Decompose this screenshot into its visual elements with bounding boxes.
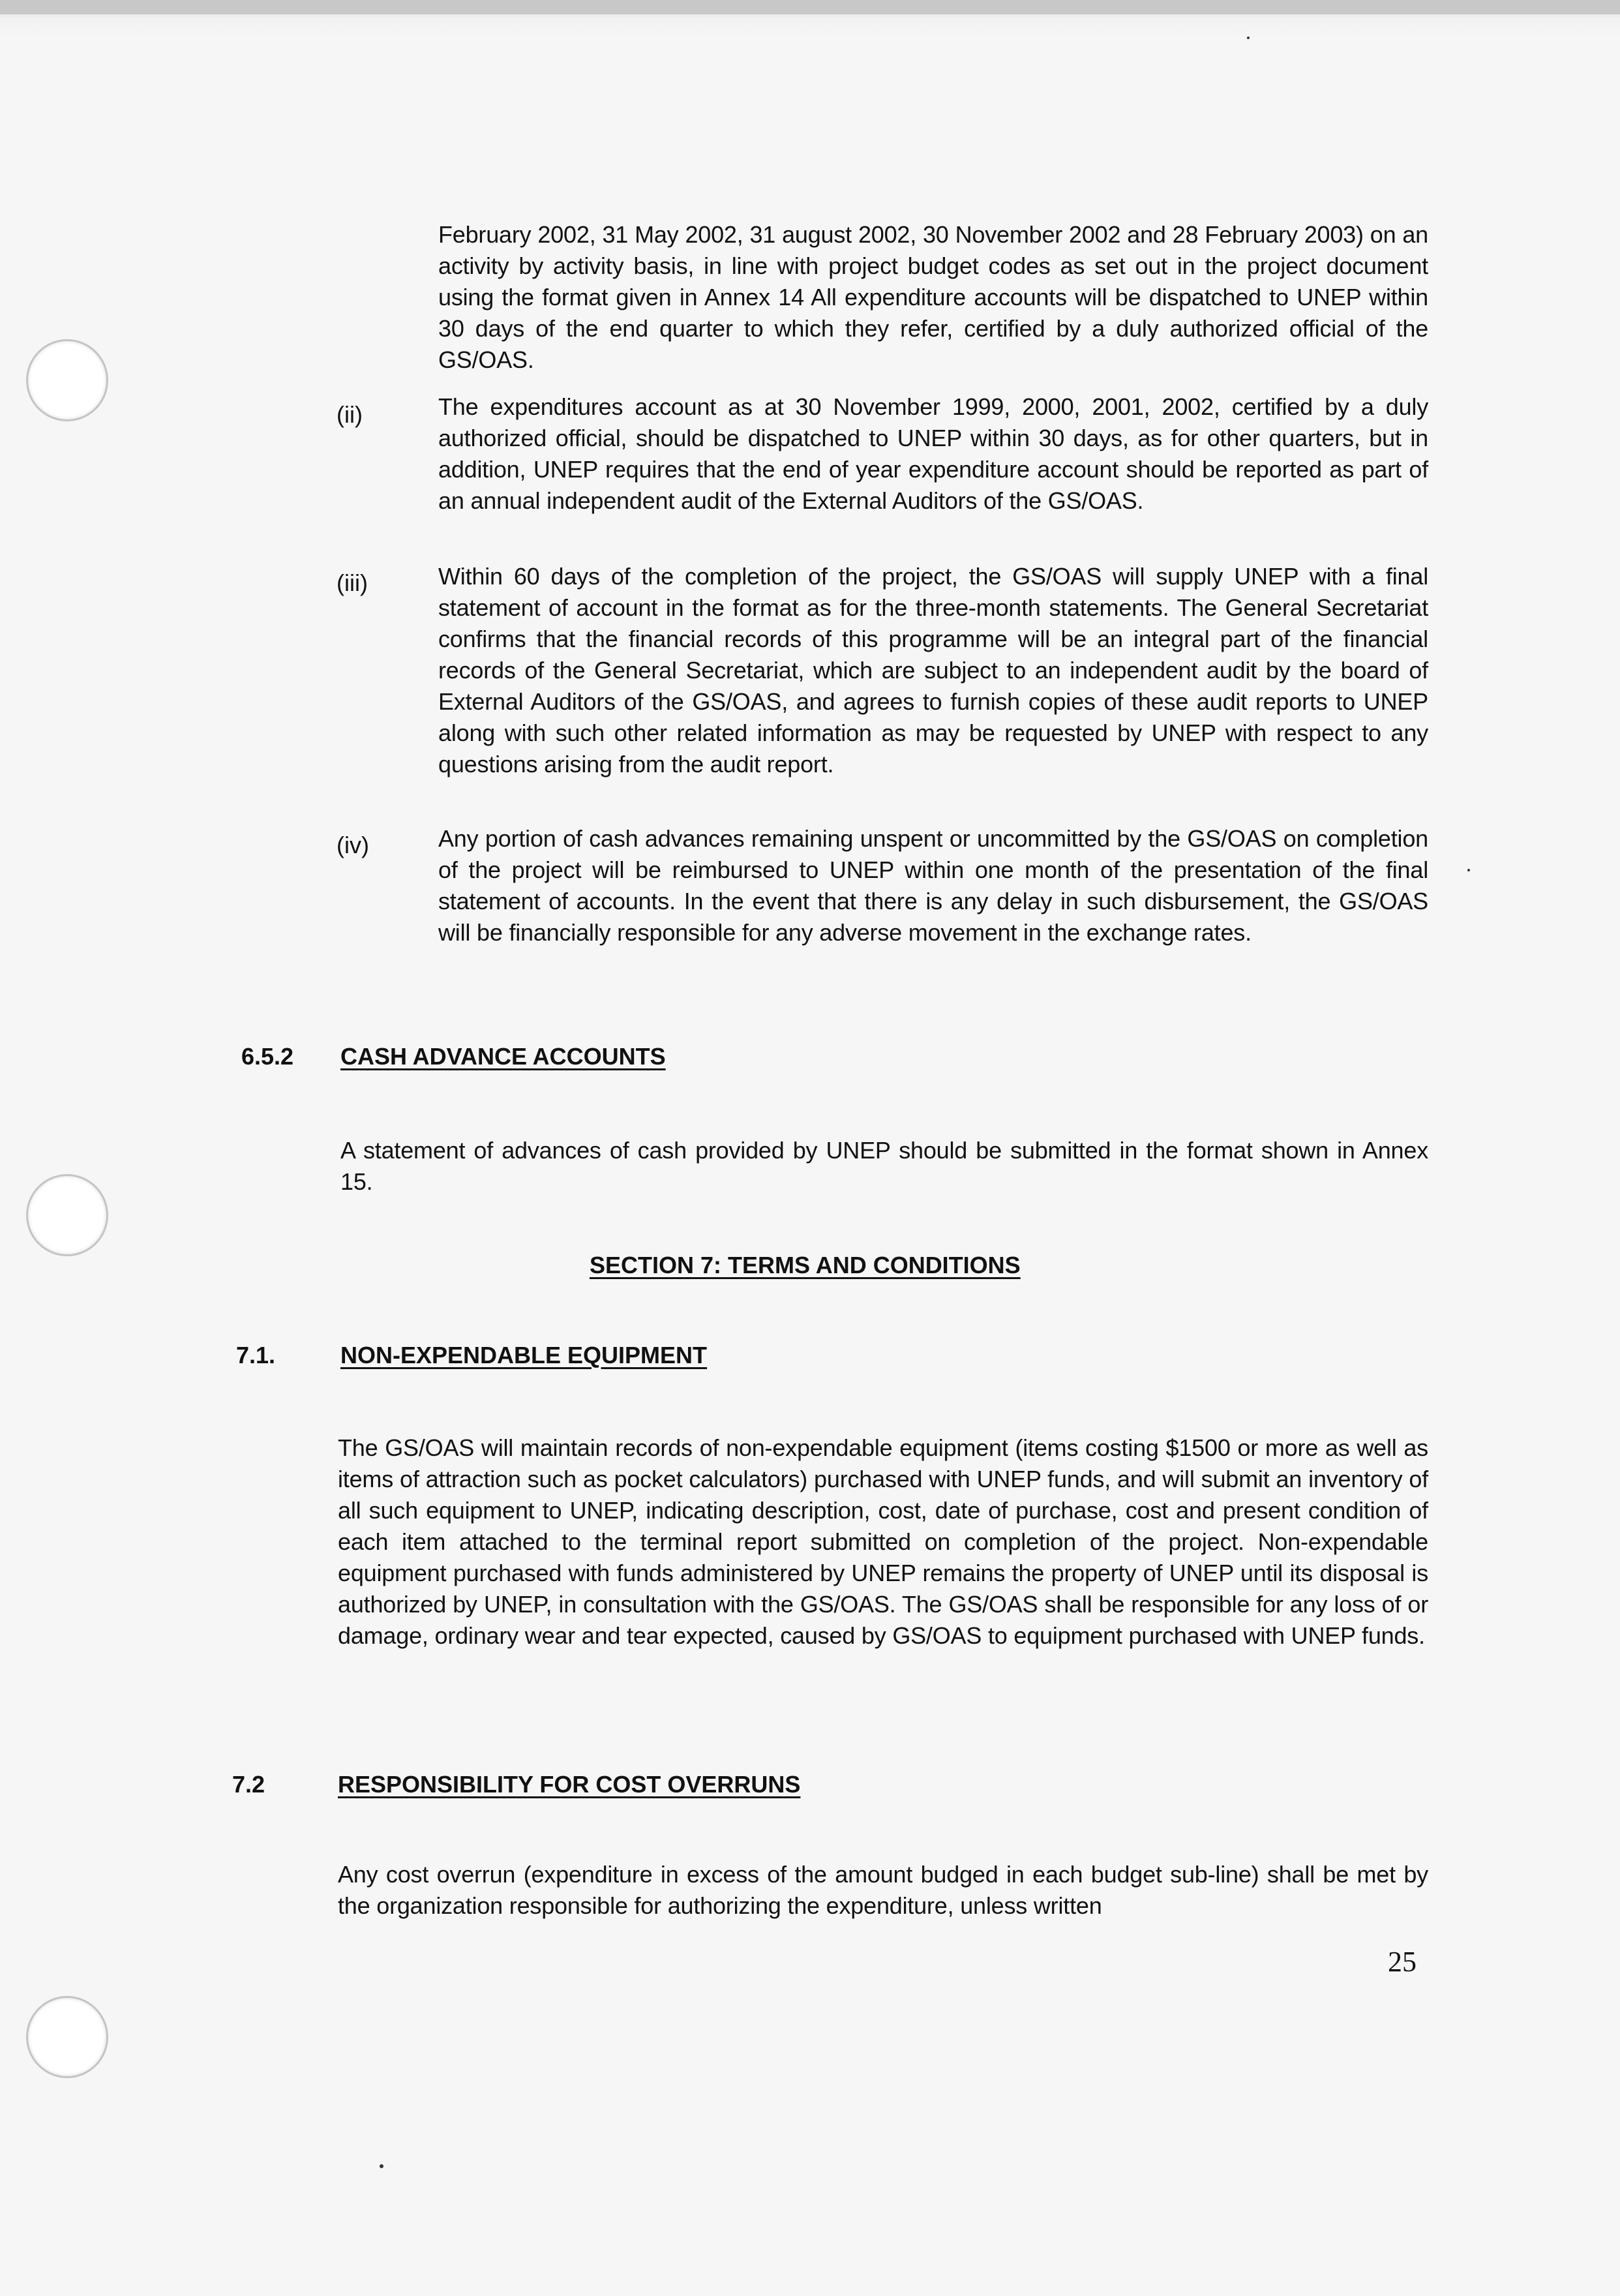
- item-label: (ii): [337, 401, 363, 428]
- punch-hole: [26, 1174, 108, 1256]
- scan-top-edge: [0, 0, 1620, 14]
- item-label: (iii): [337, 569, 368, 596]
- section-heading: SECTION 7: TERMS AND CONDITIONS: [590, 1252, 1021, 1278]
- item-label: (iv): [337, 832, 369, 858]
- section-number: 7.2: [232, 1771, 265, 1798]
- scan-speck: [380, 2164, 383, 2168]
- section-paragraph: Any cost overrun (expenditure in excess of the amount budged in each budget sub-line) shall be met by the organization responsible for authorizing the expenditure, unless written: [338, 1861, 1428, 1919]
- punch-hole: [26, 1996, 108, 2078]
- section-number: 6.5.2: [241, 1043, 294, 1070]
- section-paragraph: The GS/OAS will maintain records of non-expendable equipment (items costing $1500 or more as well as items of attraction such as pocket calculators) purchased with UNEP funds, and will submit an inventory of all such equipment to UNEP, indicating description, cost, date of purchase, cost and present condition of each item attached to the terminal report submitted on completion of the project. Non-expendable equipment purchased with funds administered by UNEP remains the property of UNEP until its disposal is authorized by UNEP, in consultation with the GS/OAS. The GS/OAS shall be responsible for any loss of or damage, ordinary wear and tear expected, caused by GS/OAS to equipment purchased with UNEP funds.: [338, 1434, 1428, 1649]
- section-number: 7.1.: [236, 1342, 276, 1368]
- section-title: RESPONSIBILITY FOR COST OVERRUNS: [338, 1771, 801, 1798]
- item-text: Any portion of cash advances remaining unspent or uncommitted by the GS/OAS on completion of the project will be reimbursed to UNEP within one month of the presentation of the final statement of accounts. In the event that there is any delay in such disbursement, the GS/OAS will be financially responsible for any adverse movement in the exchange rates.: [438, 825, 1428, 946]
- scan-speck: [1247, 37, 1250, 39]
- item-text: The expenditures account as at 30 November 1999, 2000, 2001, 2002, certified by a duly authorized official, should be dispatched to UNEP within 30 days, as for other quarters, but in addition, UNEP requires that the end of year expenditure account should be reported as part of an annual independent audit of the External Auditors of the GS/OAS.: [438, 393, 1428, 514]
- item-text: Within 60 days of the completion of the project, the GS/OAS will supply UNEP with a final statement of account in the format as for the three-month statements. The General Secretariat confirms that the financial records of this programme will be an integral part of the financial records of the General Secretariat, which are subject to an independent audit by the board of External Auditors of the GS/OAS, and agrees to furnish copies of these audit reports to UNEP along with such other related information as may be requested by UNEP with respect to any questions arising from the audit report.: [438, 563, 1428, 778]
- section-title: NON-EXPENDABLE EQUIPMENT: [340, 1342, 708, 1368]
- section-title: CASH ADVANCE ACCOUNTS: [340, 1043, 666, 1070]
- continuation-paragraph: February 2002, 31 May 2002, 31 august 2002, 30 November 2002 and 28 February 2003) on an activity by activity basis, in line with project budget codes as set out in the project document using the format given in Annex 14 All expenditure accounts will be dispatched to UNEP within 30 days of the end quarter to which they refer, certified by a duly authorized official of the GS/OAS.: [438, 221, 1428, 373]
- page-number: 25: [1388, 1946, 1417, 1978]
- section-paragraph: A statement of advances of cash provided by UNEP should be submitted in the format shown in Annex 15.: [340, 1137, 1428, 1195]
- scan-speck: [1467, 869, 1470, 871]
- punch-hole: [26, 339, 108, 421]
